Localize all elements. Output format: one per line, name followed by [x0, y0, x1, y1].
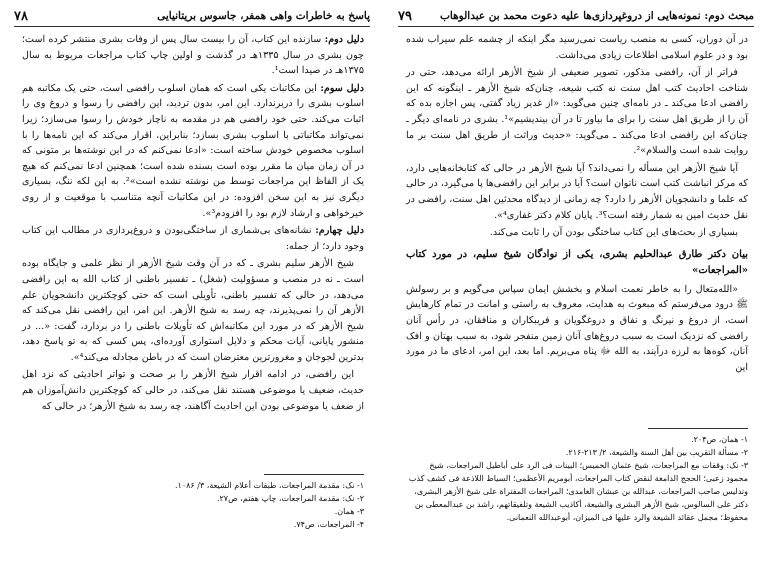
left-paragraph: [22, 81, 364, 221]
paragraph-text: آیا شیخ الأزهر این مسأله را نمی‌داند؟ آیا شیخ الأزهر در حالی که کتابخانه‌هایی دارد، که مرکز انباشت کتب است ناتوان است؟ آیا در برابر این رافضی‌ها پا می‌گیرد، در حالی که علما و دانشجویان الأزهر را دارد؟ چه زمانی از دیدگاه محدثین اهل سنت، رافضی در نقل حدیث امین به شمار رفته است؟³. پایان کلام دکتر غفاری⁴».: [406, 162, 748, 221]
left-footnotes: [22, 474, 364, 531]
footnote: ۲- نک: مقدمة المراجعات، چاپ هفتم، ص۲۷.: [216, 494, 364, 503]
right-running-head-title: مبحث دوم: نمونه‌هایی از دروغپردازی‌ها علیه دعوت محمد بن عبدالوهاب: [440, 10, 754, 22]
paragraph-lead: دلیل دوم:: [324, 34, 364, 45]
right-paragraph: [406, 282, 748, 376]
paragraph-text: این مکاتبات یکی است که همان اسلوب رافضی است، حتی یک مکاتبه هم اسلوب بشری را دربرندارد. این امر، بدون تردید، این رافضی را رسوا و دروغ وی را اثبات می‌کند. حتی خود رافضی هم در مقدمه به ناچار خودش را رسوا می‌سازد؛ زیرا نمی‌تواند مکاتباتی با اسلوب بشری بسازد؛ بنابراین، اقرار می‌کند که این نامه‌ها را با اسلوب مخصوص خودش ساخته است: «ادعا نمی‌کنم که در این نوشته‌ها بر متونی که در آن زمان میان ما مقرر بوده است بسنده شده است؛ همچنین ادعا نمی‌کنم که هیچ یک از الفاظ این مراجعات توسط من نوشته نشده است»². به این لکه ننگ، بسیاری دیگری نیز به این سخن افزوده: در این مکاتبات آنچه متناسب با موقعیت و از روی خیرخواهی و ارشاد لازم بود را افزودم³».: [22, 82, 364, 219]
left-page-number: ۷۸: [14, 8, 28, 24]
left-paragraph: [22, 223, 364, 254]
right-paragraph: [406, 32, 748, 63]
paragraph-text: فراتر از آن، رافضی مذکور، تصویر ضعیفی از شیخ الأزهر ارائه می‌دهد، حتی در شناخت احادیث کتب اهل سنت نه کتب شیعه، چنان‌که شیخ الأزهر ـ اینگونه که این رافضی ادعا می‌کند ـ در نامه‌ای چنین می‌گوید: «از غدیر زیاد گفتی، پس اجازه بده که آن را از طریق اهل سنت را برای ما بیاور تا در آن بیندیشیم»¹. بشری در نامه‌ای دیگر ـ چنان‌که این رافضی ادعا می‌کند ـ می‌گوید: «حدیث وراثت از طریق اهل سنت بر ما روایت شده است والسلام»².: [406, 67, 748, 157]
footnote: ۲- مسألة التقریب بین أهل السنة والشیعة، ۲/ ۲۱۳-۲۱۶.: [565, 448, 748, 457]
right-footnotes: [406, 428, 748, 524]
right-paragraph: [406, 65, 748, 159]
left-running-head-title: پاسخ به خاطرات واهی همفر، جاسوس بریتانیایی: [157, 10, 370, 22]
footnote: ۱- همان، ص۲۰۴.: [691, 435, 748, 444]
right-paragraph: [406, 225, 748, 241]
right-page: [384, 0, 768, 565]
left-paragraph: [22, 256, 364, 365]
right-running-head: [398, 6, 754, 27]
left-running-head: [14, 6, 370, 27]
left-paragraph: [22, 32, 364, 79]
footnote-rule: [648, 428, 748, 429]
paragraph-lead: دلیل سوم:: [320, 82, 365, 94]
paragraph-text: نشانه‌های بی‌شماری از ساختگی‌بودن و دروغ‌پردازی در مطالب این کتاب وجود دارد؛ از جمله:: [22, 225, 364, 252]
footnote: ۱- نک: مقدمة المراجعات، طبقات أعلام الشیعة، ۳/ ۱۰۸۶.: [174, 481, 364, 490]
footnote: ۴- المراجعات، ص۷۴.: [293, 520, 364, 529]
paragraph-text: سازنده این کتاب، آن را بیست سال پس از وفات بشری منتشر کرده است؛ چون بشری در سال ۱۳۳۵هـ در گذشت و اولین چاپ کتاب مراجعات مربوط به سال ۱۳۷۵هـ در صیدا است¹.: [22, 34, 364, 77]
footnote: ۳- همان.: [334, 507, 364, 516]
right-paragraph: [406, 161, 748, 223]
left-paragraph: [22, 367, 364, 414]
paragraph-text: «الله‌متعال را به خاطر نعمت اسلام و بخشش ایمان سپاس می‌گویم و بر رسولش ﷺ درود می‌فرستم که مبعوث به هدایت، معروف به راستی و امانت در تمام کارهایش است، از دروغ و نیرنگ و نفاق و دروغگویان و فریبکاران و منافقان، در رأس آنان رافضی که نزدیک است به سبب دروغ‌های آنان زمین منفجر شود، به سبب بهتان و افک آنان، کوه‌ها به لرزه درآیند، به الله ﷻ پناه می‌بریم. اما بعد، این امر، ادعای ما در مورد این: [406, 283, 748, 373]
footnote-rule: [264, 474, 364, 475]
paragraph-text: بسیاری از بحث‌های این کتاب ساختگی بودن آن را ثابت می‌کند.: [489, 227, 738, 239]
section-heading: بیان دکتر طارق عبدالحلیم بشری، یکی از نوادگان شیخ سلیم، در مورد کتاب «المراجعات»: [406, 248, 748, 276]
paragraph-text: شیخ الأزهر سلیم بشری ـ که در آن وقت شیخ الأزهر از نظر علمی و جایگاه بوده است ـ نه در منصب و مسؤولیت (شغل) ـ تفسیر باطنی از کتاب الله به این رافضی می‌دهد، در حالی که تفسیر باطنی، تأویلی است که حتی کوچکترین دانشجویان علم الأزهر آن را نمی‌پذیرند، چه رسد به شیخ الأزهر. این امر، این رافضی نقل می‌کند که شیخ الأزهر که در مورد این مکاتبه‌اش که تأویلات باطنی را در بردارد، گفت: «... در منشور پایانی، آیات محکم و دلایل استواری آورده‌ای، پس کسی که به تو پاسخ دهد، بدترین لجوجان و مغرورترین معترضان است که در باطن مجادله می‌کند⁴».: [22, 258, 364, 363]
paragraph-text: در آن دوران، کسی به منصب ریاست نمی‌رسید مگر اینکه از چشمه علم سیراب شده بود و در علوم اسلامی اطلاعات زیادی می‌داشت.: [406, 34, 748, 61]
footnote: ۳- نک: وقفات مع المراجعات، شیخ عثمان الخمیس؛ البینات فی الرد علی أباطیل المراجعات، شیخ محمود زعبی؛ الحجج الدامغة لنقض کتاب المراجعات، أبومریم الأعظمی؛ السیاط اللاذعة فی کشف کذب وتدلیس صاحب المراجعات، عبدالله بن عبشان الغامدی؛ المراجعات المفتراة علی شیخ الأزهر البشری، دکتر علی السالوس، شیخ الأزهر البشری والشیعة، أکاذیب الشیعة وتلفیقاتهم، راشد بن عبدالمعطی بن محفوظ؛ مجمل عقائد الشیعة والرد علیها فی المیزان، أبوعبدالله النعمانی.: [408, 461, 748, 522]
right-body-text: [406, 32, 748, 377]
left-body-text: [22, 32, 364, 416]
paragraph-lead: دلیل چهارم:: [315, 225, 364, 237]
paragraph-text: این رافضی، در ادامه اقرار شیخ الأزهر را بر صحت و تواتر احادیثی که نزد اهل حدیث، ضعیف یا موضوعی هستند نقل می‌کند، در حالی که کوچکترین دانش‌آموزان هم از ضعف یا موضوعی بودن این احادیث آگاهند، چه رسد به شیخ الأزهر؛ در حالی که: [22, 369, 364, 412]
right-page-number: ۷۹: [398, 8, 412, 24]
